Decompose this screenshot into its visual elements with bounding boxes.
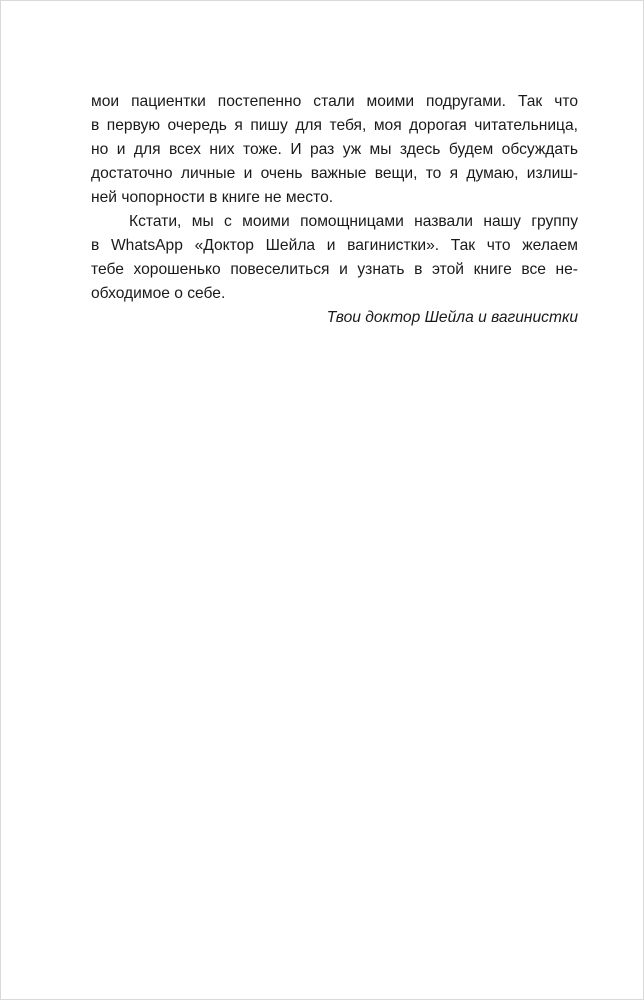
- text-line: достаточно личные и очень важные вещи, то я думаю, излиш-: [91, 165, 578, 182]
- text-line: тебе хорошенько повеселиться и узнать в этой книге все не-: [91, 261, 578, 278]
- text-line: Кстати, мы с моими помощницами назвали нашу группу: [129, 213, 578, 230]
- paragraph-1: [91, 90, 578, 210]
- text-line: но и для всех них тоже. И раз уж мы здесь будем обсуждать: [91, 141, 578, 158]
- paragraph-2: [91, 210, 578, 306]
- text-line: мои пациентки постепенно стали моими подругами. Так что: [91, 93, 578, 110]
- text-line: обходимое о себе.: [91, 285, 226, 302]
- signature: Твои доктор Шейла и вагинистки: [326, 309, 578, 326]
- text-line: в WhatsApp «Доктор Шейла и вагинистки». Так что желаем: [91, 237, 578, 254]
- page-text: [91, 90, 578, 330]
- text-line: в первую очередь я пишу для тебя, моя дорогая читательница,: [91, 117, 578, 134]
- text-line: ней чопорности в книге не место.: [91, 189, 334, 206]
